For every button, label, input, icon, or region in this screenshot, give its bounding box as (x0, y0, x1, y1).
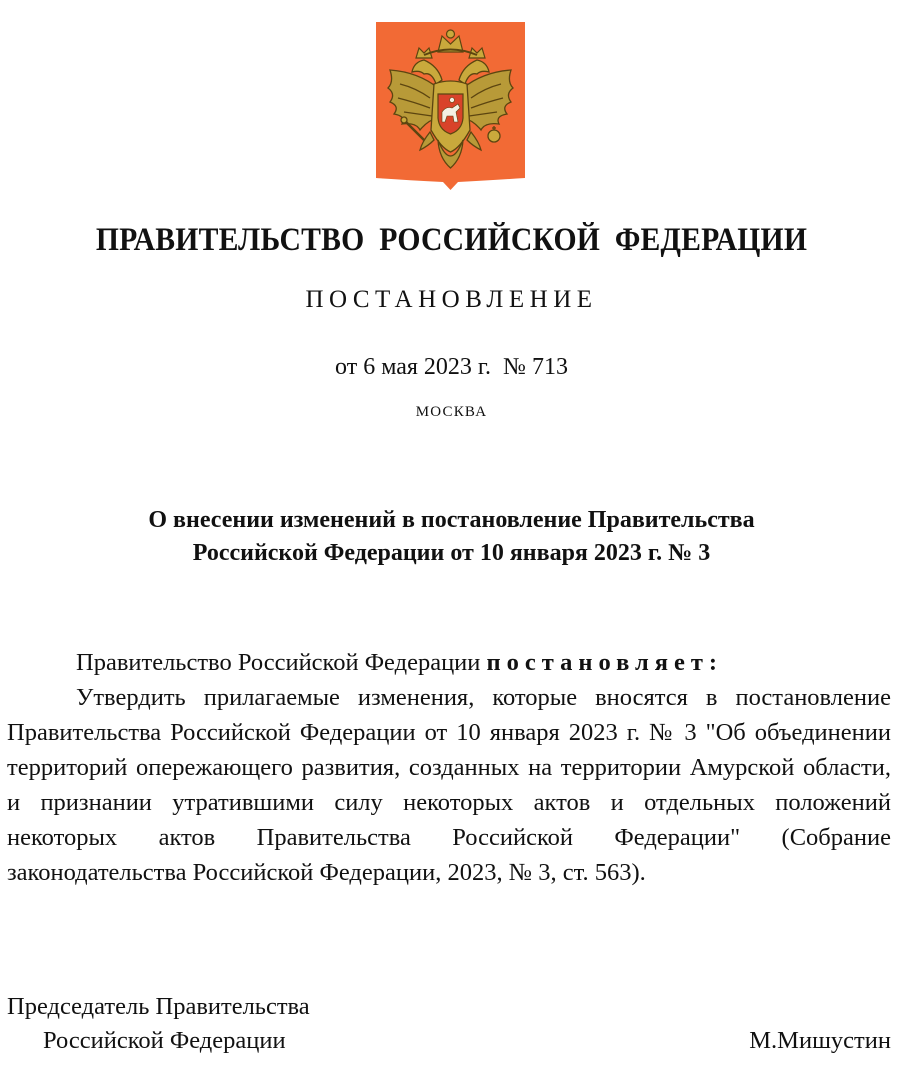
signatory-name: М.Мишустин (749, 1027, 891, 1054)
intro-text: Правительство Российской Федерации (76, 649, 487, 676)
intro-paragraph (7, 645, 891, 680)
document-date-number: от 6 мая 2023 г. № 713 (335, 354, 568, 380)
government-title: ПРАВИТЕЛЬСТВО РОССИЙСКОЙ ФЕДЕРАЦИИ (95, 222, 808, 258)
signatory-position-line-2: Российской Федерации (43, 1027, 286, 1054)
subject-line-1: О внесении изменений в постановление Правительства (148, 507, 755, 533)
russian-coat-of-arms-icon (376, 22, 525, 190)
document-type: ПОСТАНОВЛЕНИЕ (305, 286, 598, 313)
document-subject (60, 504, 843, 570)
signatory-position-line-1: Председатель Правительства (7, 993, 310, 1020)
decree-word: постановляет: (486, 649, 724, 676)
document-body (7, 645, 891, 890)
main-paragraph: Утвердить прилагаемые изменения, которые вносятся в постановление Правительства Российской Федерации от 10 января 2023 г. № 3 "Об объединении территорий опережающего развития, созданных на территории Амурской области, и признании утратившими силу некоторых актов и отдельных положений некоторых актов Правительства Российской Федерации" (Собрание законодательства Российской Федерации, 2023, № 3, ст. 563). (7, 684, 891, 886)
signature-block (7, 990, 891, 1058)
subject-line-2: Российской Федерации от 10 января 2023 г. № 3 (192, 540, 711, 566)
document-city: МОСКВА (415, 404, 488, 420)
